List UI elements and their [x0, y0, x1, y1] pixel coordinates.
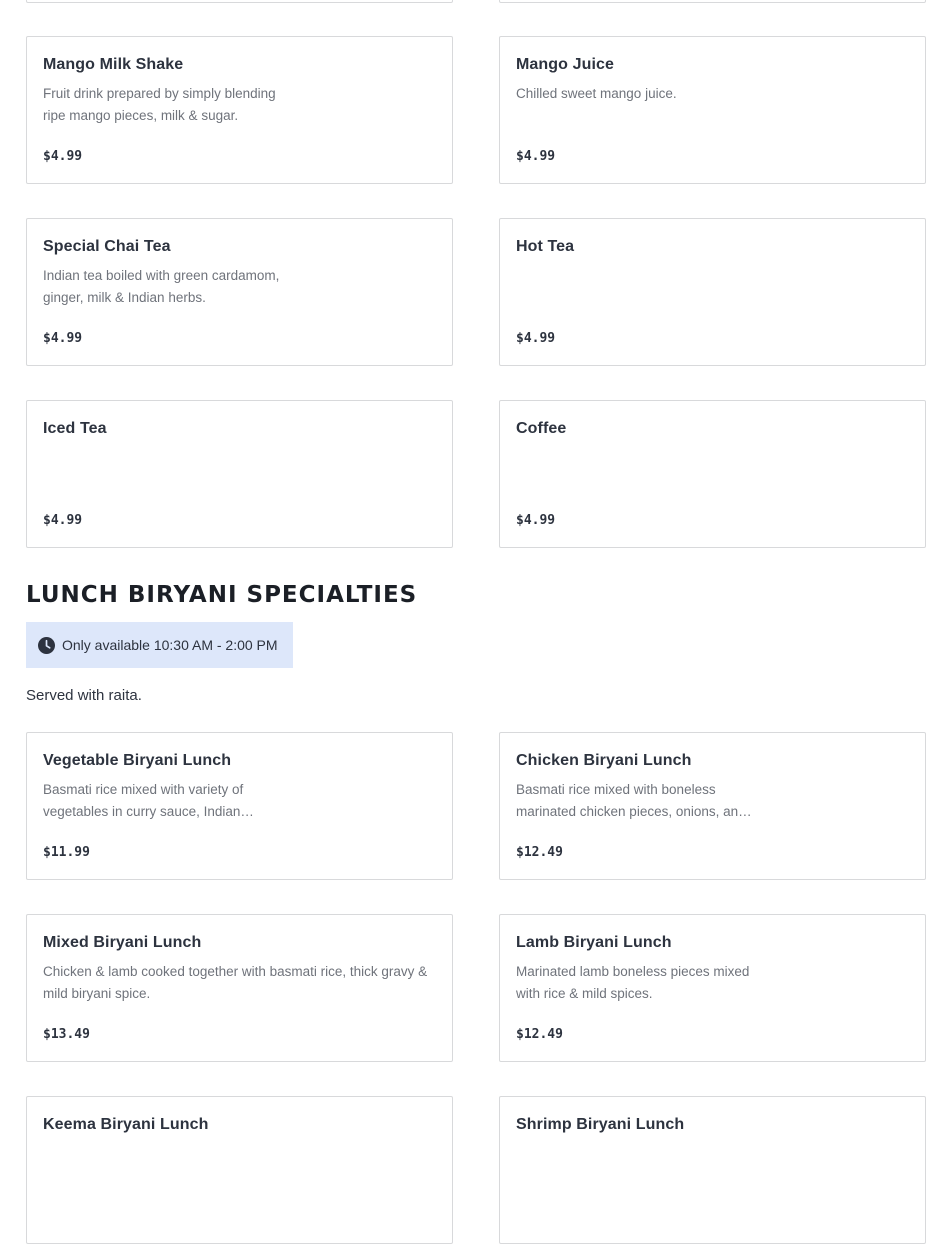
- section-title: LUNCH BIRYANI SPECIALTIES: [26, 582, 418, 608]
- menu-item-card[interactable]: [499, 218, 926, 366]
- menu-item-name: Vegetable Biryani Lunch: [43, 752, 232, 769]
- menu-item-description: Chicken & lamb cooked together with basmati rice, thick gravy & mild biryani spice.: [43, 964, 428, 1001]
- menu-item-description: Basmati rice mixed with variety of vegetables in curry sauce, Indian…: [43, 782, 254, 819]
- menu-item-card[interactable]: [26, 400, 453, 548]
- menu-item-card[interactable]: [26, 218, 453, 366]
- menu-item-card[interactable]: [499, 400, 926, 548]
- menu-item-card[interactable]: [26, 1096, 453, 1244]
- menu-item-card[interactable]: [499, 732, 926, 880]
- menu-item-card[interactable]: [499, 36, 926, 184]
- menu-item-name: Mango Milk Shake: [43, 56, 184, 73]
- menu-item-price: $4.99: [43, 149, 83, 164]
- menu-item-description: Marinated lamb boneless pieces mixed with rice & mild spices.: [516, 964, 750, 1001]
- menu-item-name: Lamb Biryani Lunch: [516, 934, 672, 951]
- menu-item-price: $4.99: [516, 513, 556, 528]
- menu-item-price: $11.99: [43, 845, 90, 860]
- section-description: Served with raita.: [26, 687, 142, 704]
- menu-item-price: $4.99: [516, 331, 556, 346]
- menu-item-card[interactable]: [499, 914, 926, 1062]
- menu-item-description: Fruit drink prepared by simply blending ripe mango pieces, milk & sugar.: [43, 86, 276, 123]
- menu-item-card-partial[interactable]: [499, 0, 926, 3]
- menu-item-name: Coffee: [516, 420, 567, 437]
- menu-item-description: Indian tea boiled with green cardamom, ginger, milk & Indian herbs.: [43, 268, 280, 305]
- menu-item-description: Chilled sweet mango juice.: [516, 86, 677, 101]
- menu-item-price: $4.99: [516, 149, 556, 164]
- menu-item-price: $12.49: [516, 845, 563, 860]
- menu-item-name: Mixed Biryani Lunch: [43, 934, 202, 951]
- menu-item-name: Chicken Biryani Lunch: [516, 752, 692, 769]
- menu-item-description: Basmati rice mixed with boneless marinated chicken pieces, onions, an…: [516, 782, 752, 819]
- menu-item-card[interactable]: [26, 914, 453, 1062]
- menu-item-price: $12.49: [516, 1027, 563, 1042]
- menu-item-name: Keema Biryani Lunch: [43, 1116, 209, 1133]
- menu-item-card[interactable]: [26, 36, 453, 184]
- menu-item-card[interactable]: [499, 1096, 926, 1244]
- menu-item-name: Iced Tea: [43, 420, 107, 437]
- menu-item-name: Mango Juice: [516, 56, 615, 73]
- menu-item-card[interactable]: [26, 732, 453, 880]
- menu-item-name: Hot Tea: [516, 238, 575, 255]
- menu-item-price: $4.99: [43, 331, 83, 346]
- menu-item-name: Shrimp Biryani Lunch: [516, 1116, 685, 1133]
- menu-item-card-partial[interactable]: [26, 0, 453, 3]
- availability-text: Only available 10:30 AM - 2:00 PM: [62, 637, 278, 653]
- menu-item-price: $4.99: [43, 513, 83, 528]
- menu-item-name: Special Chai Tea: [43, 238, 171, 255]
- availability-banner: [26, 622, 293, 668]
- menu-item-price: $13.49: [43, 1027, 90, 1042]
- clock-icon: [38, 637, 55, 654]
